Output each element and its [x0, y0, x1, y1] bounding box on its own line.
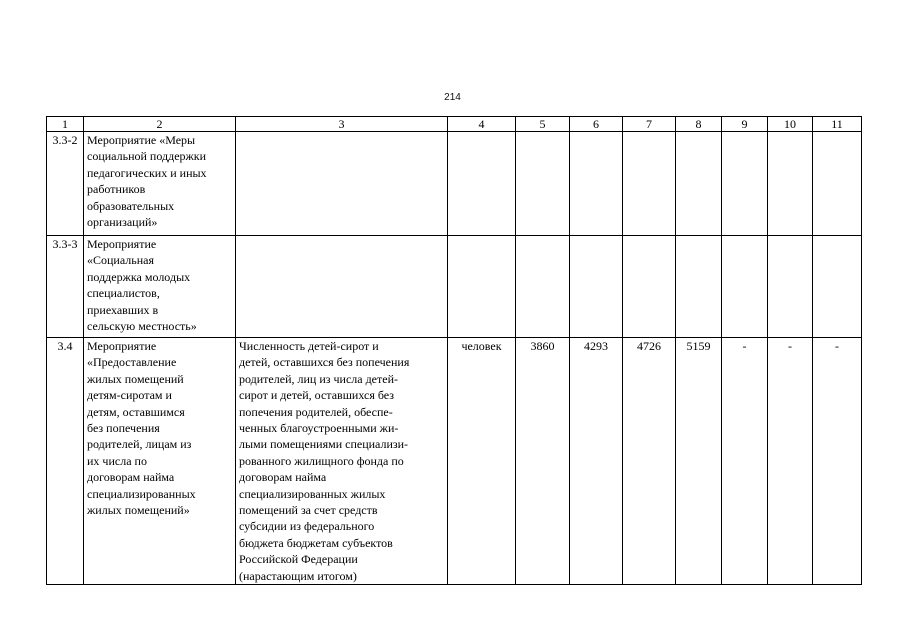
value-cell [676, 132, 722, 236]
value-cell [813, 132, 862, 236]
text-line: жилых помещений» [87, 503, 190, 518]
text-line: Мероприятие [87, 237, 157, 251]
column-header: 10 [768, 117, 813, 132]
value-cell [722, 132, 768, 236]
text-line: без попечения [87, 421, 160, 436]
column-header: 4 [448, 117, 516, 132]
indicator-cell [236, 236, 448, 338]
column-header: 3 [236, 117, 448, 132]
program-measures-table [46, 116, 862, 585]
text-line: Мероприятие «Меры [87, 133, 196, 147]
text-line: детям-сиротам и [87, 388, 172, 403]
text-line: ченных благоустроенными жи- [239, 421, 399, 436]
column-header: 11 [813, 117, 862, 132]
measure-name [84, 338, 236, 585]
column-header: 8 [676, 117, 722, 132]
value-cell [813, 236, 862, 338]
text-line: поддержка молодых [87, 269, 191, 284]
text-line: сельскую местность» [87, 319, 197, 334]
text-line: лыми помещениями специализи- [239, 437, 409, 452]
text-line: образовательных [87, 198, 175, 213]
value-cell [768, 132, 813, 236]
text-line: рованного жилищного фонда по [239, 453, 404, 468]
text-line: их числа по [87, 453, 147, 468]
text-line: работников [87, 182, 146, 197]
value-cell [623, 132, 676, 236]
table-row [47, 338, 862, 585]
text-line: Мероприятие [87, 339, 157, 353]
value-cell [516, 132, 570, 236]
value-cell [516, 236, 570, 338]
text-line: «Социальная [87, 253, 155, 268]
column-header: 5 [516, 117, 570, 132]
value-cell: - [768, 338, 813, 585]
text-line: специалистов, [87, 286, 160, 301]
unit-cell: человек [448, 338, 516, 585]
text-line: договорам найма [87, 470, 175, 485]
text-line: педагогических и иных [87, 165, 207, 180]
text-line: «Предоставление [87, 355, 177, 370]
text-line: попечения родителей, обеспе- [239, 404, 393, 419]
indicator-cell [236, 338, 448, 585]
unit-cell [448, 236, 516, 338]
text-line: организаций» [87, 215, 158, 230]
table-row [47, 132, 862, 236]
row-number: 3.3-3 [47, 236, 84, 338]
column-header: 6 [570, 117, 623, 132]
value-cell: - [722, 338, 768, 585]
indicator-cell [236, 132, 448, 236]
text-line: Российской Федерации [239, 552, 358, 567]
value-cell [722, 236, 768, 338]
value-cell: 4293 [570, 338, 623, 585]
column-header: 1 [47, 117, 84, 132]
unit-cell [448, 132, 516, 236]
column-header: 2 [84, 117, 236, 132]
value-cell [676, 236, 722, 338]
row-number: 3.4 [47, 338, 84, 585]
text-line: родителей, лиц из числа детей- [239, 371, 398, 386]
text-line: жилых помещений [87, 371, 184, 386]
text-line: сирот и детей, оставшихся без [239, 388, 395, 403]
value-cell [570, 236, 623, 338]
text-line: родителей, лицам из [87, 437, 192, 452]
text-line: субсидии из федерального [239, 519, 375, 534]
value-cell [768, 236, 813, 338]
text-line: детям, оставшимся [87, 404, 185, 419]
row-number: 3.3-2 [47, 132, 84, 236]
text-line: специализированных [87, 486, 196, 501]
measure-name [84, 236, 236, 338]
value-cell: 4726 [623, 338, 676, 585]
table-row [47, 236, 862, 338]
value-cell: - [813, 338, 862, 585]
text-line: помещений за счет средств [239, 503, 378, 518]
text-line: (нарастающим итогом) [239, 568, 357, 583]
column-number-row [47, 117, 862, 132]
text-line: Численность детей-сирот и [239, 339, 379, 353]
text-line: специализированных жилых [239, 486, 386, 501]
text-line: приехавших в [87, 302, 159, 317]
value-cell [623, 236, 676, 338]
value-cell: 3860 [516, 338, 570, 585]
text-line: социальной поддержки [87, 149, 207, 164]
value-cell: 5159 [676, 338, 722, 585]
measure-name [84, 132, 236, 236]
text-line: детей, оставшихся без попечения [239, 355, 410, 370]
column-header: 7 [623, 117, 676, 132]
text-line: бюджета бюджетам субъектов [239, 535, 393, 550]
value-cell [570, 132, 623, 236]
column-header: 9 [722, 117, 768, 132]
page-number: 214 [444, 92, 461, 103]
text-line: договорам найма [239, 470, 327, 485]
